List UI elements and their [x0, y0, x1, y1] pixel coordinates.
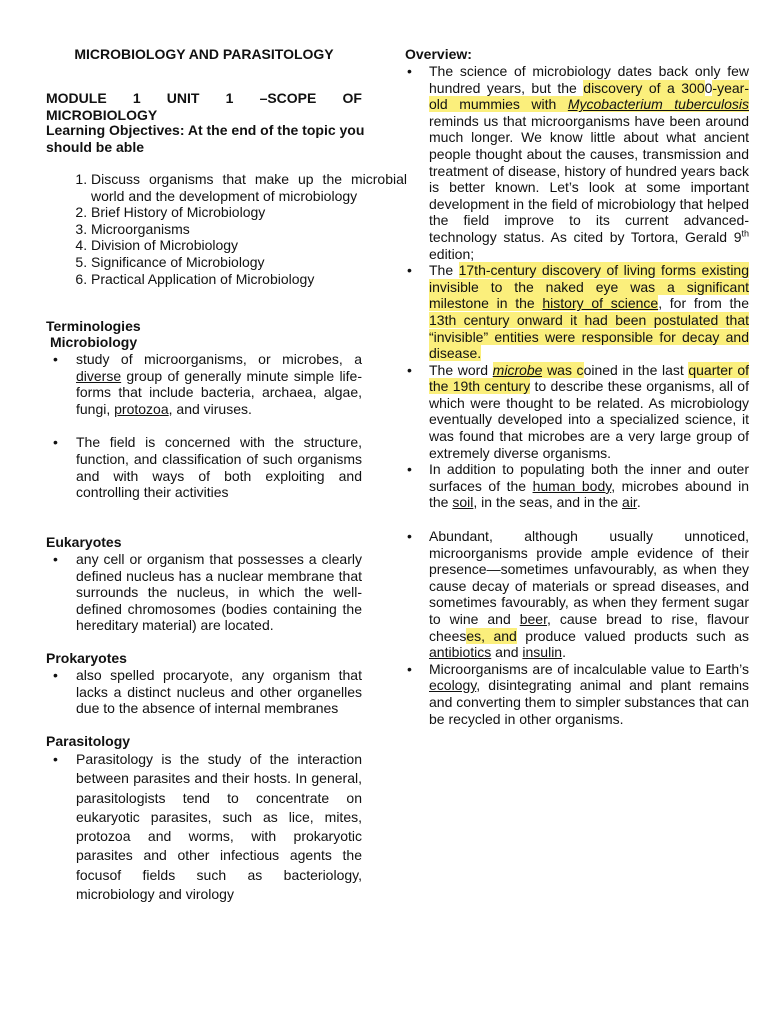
list-item: • also spelled procaryote, any organism that lacks a distinct nucleus and other organelles due to the absence of internal membranes: [76, 667, 362, 717]
text-segment: , in the seas, and in the: [473, 494, 623, 511]
prokaryotes-heading: Prokaryotes: [46, 650, 127, 666]
list-item: 2. Brief History of Microbiology: [91, 204, 407, 221]
list-item: [429, 63, 749, 262]
text-segment: .: [636, 494, 641, 511]
link-history-of-science[interactable]: history of science: [542, 295, 659, 312]
text-segment: and: [491, 644, 523, 661]
terminologies-heading: Terminologies: [46, 318, 141, 334]
list-item: • any cell or organism that possesses a clearly defined nucleus has a nuclear membrane that surrounds the nucleus, in which the well-defined chromosomes (bodies containing the hereditary material) are located.: [76, 551, 362, 634]
link-mycobacterium-tuberculosis[interactable]: Mycobacterium tuberculosis: [567, 96, 749, 113]
link-protozoa[interactable]: protozoa: [114, 400, 169, 417]
objectives-heading: Learning Objectives: At the end of the topic you should be able: [46, 122, 365, 155]
link-air[interactable]: air: [622, 494, 637, 511]
text-segment: The: [429, 262, 459, 279]
module-word: –SCOPE: [259, 90, 317, 106]
list-item: • Parasitology is the study of the interaction between parasites and their hosts. In general, parasitologists tend to concentrate on eukaryotic parasites, such as lice, mites, protozoa and worms, with prokaryotic parasites and other infectious agents the focusof fields such as bacteriology, microbiology and virology: [76, 750, 362, 904]
link-ecology[interactable]: ecology: [429, 677, 477, 694]
highlighted-text: 13th century onward it had been postulated that “invisible” entities were responsible for decay and disease.: [429, 311, 749, 362]
list-item: 1. Discuss organisms that make up the microbial world and the development of microbiology: [91, 171, 407, 204]
text-segment: produce valued products such as: [516, 627, 749, 644]
link-human-body[interactable]: human body: [532, 477, 612, 494]
text-segment: edition;: [429, 245, 475, 262]
highlighted-text: was c: [542, 361, 584, 378]
highlighted-text: es, and: [466, 627, 517, 644]
link-antibiotics[interactable]: antibiotics: [429, 644, 492, 661]
overview-heading: Overview:: [405, 46, 472, 62]
module-word: UNIT: [166, 90, 200, 106]
document-title: MICROBIOLOGY AND PARASITOLOGY: [74, 46, 334, 62]
list-item: [429, 262, 749, 362]
list-item: [429, 362, 749, 462]
text-segment: to describe these organisms, all of which were thought to be related. As microbiology eventually developed into a specialized science, it was found that microbes are a very large group of extremely diverse organisms.: [429, 378, 749, 461]
list-item: [429, 461, 749, 511]
parasitology-list: [46, 750, 362, 904]
list-item: • The field is concerned with the structure, function, and classification of such organisms and with ways of both exploiting and controlling their activities: [76, 434, 362, 500]
list-item: [76, 351, 362, 417]
list-item: 3. Microorganisms: [91, 221, 407, 238]
list-item: [429, 661, 749, 727]
module-word: MODULE: [46, 90, 107, 106]
highlighted-text: -year-old mummies with: [429, 79, 749, 113]
highlighted-text: discovery of a 300: [583, 79, 705, 96]
text-segment: group of generally minute simple life-forms that include bacteria, archaea, algae, fungi,: [76, 367, 362, 417]
link-diverse[interactable]: diverse: [76, 367, 122, 384]
link-soil[interactable]: soil: [452, 494, 474, 511]
text-segment: , cause bread to rise, flavour chees: [429, 611, 749, 644]
list-item: [429, 528, 749, 661]
prokaryotes-list: [46, 667, 362, 717]
list-item: 6. Practical Application of Microbiology: [91, 271, 407, 288]
text-segment: 0: [704, 79, 713, 96]
module-word: 1: [132, 90, 141, 106]
text-segment: In addition to populating both the inner and outer surfaces of the: [429, 461, 749, 494]
text-segment: .: [562, 644, 566, 661]
highlighted-text: 17th-century discovery of living forms existing invisible to the naked eye was a significant milestone in the: [429, 262, 749, 312]
eukaryotes-list: [46, 551, 362, 634]
parasitology-heading: Parasitology: [46, 733, 131, 749]
microbiology-heading: Microbiology: [50, 334, 138, 350]
link-insulin[interactable]: insulin: [522, 644, 563, 661]
eukaryotes-heading: Eukaryotes: [46, 534, 122, 550]
list-item: 5. Significance of Microbiology: [91, 254, 407, 271]
list-item: 4. Division of Microbiology: [91, 237, 407, 254]
text-segment: oined in the last: [583, 361, 689, 378]
text-segment: The science of microbiology dates back only few hundred years, but the: [429, 63, 749, 96]
link-microbe[interactable]: microbe: [492, 361, 543, 378]
highlighted-text: quarter of the 19th century: [429, 361, 749, 395]
text-segment: , and viruses.: [168, 400, 252, 417]
microbiology-list: [46, 351, 362, 501]
text-segment: , for from the: [658, 295, 749, 312]
module-word: OF: [342, 90, 362, 106]
superscript: th: [741, 228, 749, 239]
module-subject: MICROBIOLOGY: [46, 106, 158, 123]
text-segment: , microbes abound in the: [429, 477, 750, 511]
module-heading: [46, 90, 362, 123]
text-segment: Abundant, although usually unnoticed, microorganisms provide ample evidence of their presence—sometimes unfavourably, as when they cause decay of materials or spread diseases, and sometimes favourably, as when they ferment sugar to wine and: [429, 528, 749, 627]
link-beer[interactable]: beer: [519, 611, 547, 627]
module-word: 1: [225, 90, 234, 106]
text-segment: Microorganisms are of incalculable value to Earth’s: [429, 660, 749, 677]
objectives-list: [46, 171, 407, 287]
text-segment: The word: [429, 361, 493, 378]
text-segment: , disintegrating animal and plant remains and converting them to simpler substances that can be recycled in other organisms.: [429, 677, 749, 727]
text-segment: reminds us that microorganisms have been around much longer. We know little about what ancient people thought about the causes, transmission and treatment of disease, history of hundred years back is better known. Let’s look at some important development in the field of microbiology that helped the field improve to its current advanced-technology status. As cited by Tortora, Gerald 9: [429, 112, 749, 245]
overview-list: [405, 63, 749, 727]
text-segment: study of microorganisms, or microbes, a: [76, 351, 362, 367]
